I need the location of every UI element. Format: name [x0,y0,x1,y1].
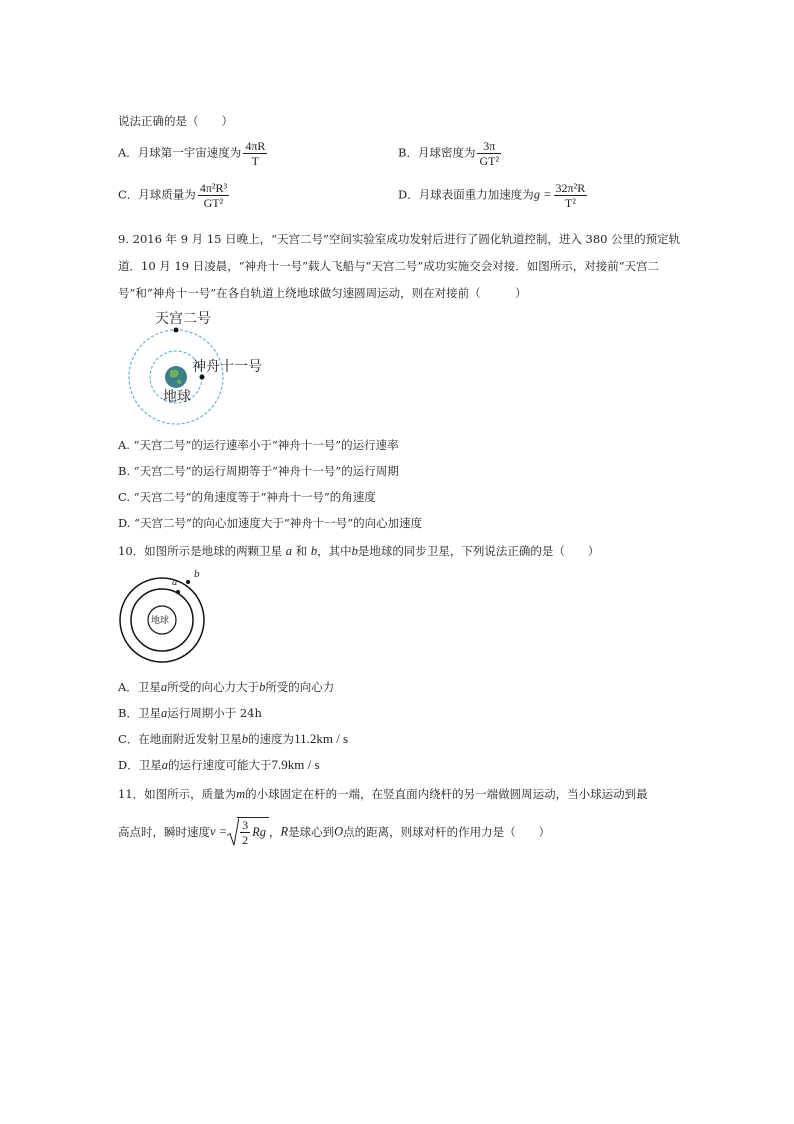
q10-stem-and: 和 [295,544,308,558]
q9-option-a: A. “天宫二号”的运行速率小于“神舟十一号”的运行速率 [118,438,399,452]
q10-stem-a: a [285,544,293,558]
q11-line1-post: 的小球固定在杆的一端，在竖直面内绕杆的另一端做圆周运动，当小球运动到最 [245,787,648,801]
q11-line2-post: 点的距离，则球对杆的作用力是（ ） [343,825,551,839]
satellite-a-dot [176,590,180,594]
q8-option-c-text: C．月球质量为 [118,187,196,202]
q11-mass-symbol: m [236,787,246,801]
q11-v-eq: v = [210,824,228,839]
q9-stem-line3: 号”和“神舟十一号”在各自轨道上绕地球做匀速圆周运动，则在对接前（ ） [118,286,527,300]
q10-orbit-figure [118,568,218,670]
q10-stem-pre: 10．如图所示是地球的两颗卫星 [118,544,283,558]
q8-option-c [118,181,231,210]
q10-option-a-pre: A．卫星 [118,680,161,694]
q10-option-a-b: b [259,680,266,694]
q10-stem-mid: ，其中 [317,544,352,558]
q11-sqrt-fraction [240,818,250,847]
q10-option-c-mid: 的速度为 [248,732,295,746]
q11-stem-line2 [118,817,550,857]
q8-option-d-text: D．月球表面重力加速度为 [398,187,534,202]
q10-option-d-a: a [161,758,168,772]
q8-option-a-denominator: T [251,154,260,168]
q9-label-tiangong: 天宫二号 [155,311,211,327]
q10-stem [118,543,599,559]
q10-option-d-value: 7.9km / s [271,757,320,772]
q10-option-c-value: 11.2km / s [294,731,349,746]
q10-option-b [118,705,262,721]
q9-option-b: B. “天宫二号”的运行周期等于“神舟十一号”的运行周期 [118,464,399,478]
q8-option-a-numerator: 4πR [245,139,266,153]
q8-stem: 说法正确的是（ ） [118,114,233,128]
q8-option-d-denominator: T² [564,196,576,210]
q11-stem-line1 [118,786,648,802]
q11-r-symbol: R [280,824,289,839]
q11-sqrt-expression [227,817,269,847]
q9-label-shenzhou: 神舟十一号 [192,359,262,375]
q10-label-earth: 地球 [151,616,170,626]
q10-option-a [118,679,334,695]
q10-option-b-pre: B．卫星 [118,706,161,720]
q10-option-c-pre: C．在地面附近发射卫星 [118,732,242,746]
q8-option-a [118,139,269,168]
q10-option-b-a: a [160,706,168,720]
q11-sqrt-numerator: 3 [242,818,249,832]
q10-option-c [118,731,348,747]
q11-line1-pre: 11．如图所示，质量为 [118,787,237,801]
q10-option-a-post: 所受的向心力 [265,680,335,694]
q10-option-a-a: a [160,680,168,694]
q8-option-a-text: A．月球第一宇宙速度为 [118,145,242,160]
q8-option-d-g: g = [533,187,552,202]
q8-option-c-numerator: 4π²R³ [199,181,228,195]
q8-option-a-fraction [243,139,267,168]
sqrt-radical-icon [227,817,239,847]
q10-label-b: b [194,570,200,580]
q9-stem-line2: 道．10 月 19 日凌晨，“神舟十一号”载人飞船与“天宫二号”成功实施交会对接．如图所示，对接前“天宫二 [118,259,660,273]
q10-option-b-post: 运行周期小于 24h [167,706,262,720]
q8-option-b-denominator: GT² [479,154,500,168]
q11-line2-pre: 高点时，瞬时速度 [118,825,210,839]
q11-sqrt-denominator: 2 [242,833,249,847]
q8-option-b [398,139,503,168]
q8-option-b-numerator: 3π [477,139,501,154]
q8-option-c-fraction [198,181,229,210]
q11-line2-comma: ， [269,825,281,839]
q10-option-a-mid: 所受的向心力大于 [167,680,260,694]
q10-option-d-pre: D．卫星 [118,758,162,772]
q10-option-d [118,757,320,773]
q10-option-d-mid: 的运行速度可能大于 [167,758,272,772]
q11-sqrt-rg: Rg [252,825,266,839]
q10-label-a: a [172,578,178,588]
q8-option-b-fraction [477,139,501,168]
q8-option-c-denominator: GT² [203,196,224,210]
q10-stem-b2: b [351,544,358,558]
q10-stem-post: 是地球的同步卫星，下列说法正确的是（ ） [357,544,600,558]
q9-stem-line1: 9. 2016 年 9 月 15 日晚上，“天宫二号”空间实验室成功发射后进行了圆化轨道控制，进入 380 公里的预定轨 [118,232,681,246]
q8-option-d-fraction [554,181,588,210]
q8-option-d [398,181,589,210]
q8-option-b-text: B．月球密度为 [398,145,476,160]
q9-label-earth: 地球 [163,389,191,405]
q10-stem-b: b [310,544,318,558]
q9-option-c: C. “天宫二号”的角速度等于“神舟十一号”的角速度 [118,490,376,504]
q8-option-d-numerator: 32π²R [555,181,586,195]
q11-line2-mid: 是球心到 [288,825,335,839]
q9-orbit-figure [118,305,278,430]
q10-option-c-b: b [241,732,249,746]
q9-option-d: D. “天宫二号”的向心加速度大于“神舟十一号”的向心加速度 [118,516,423,530]
tiangong-satellite-dot [174,328,179,333]
q11-o-symbol: O [334,824,344,839]
satellite-b-dot [186,580,190,584]
